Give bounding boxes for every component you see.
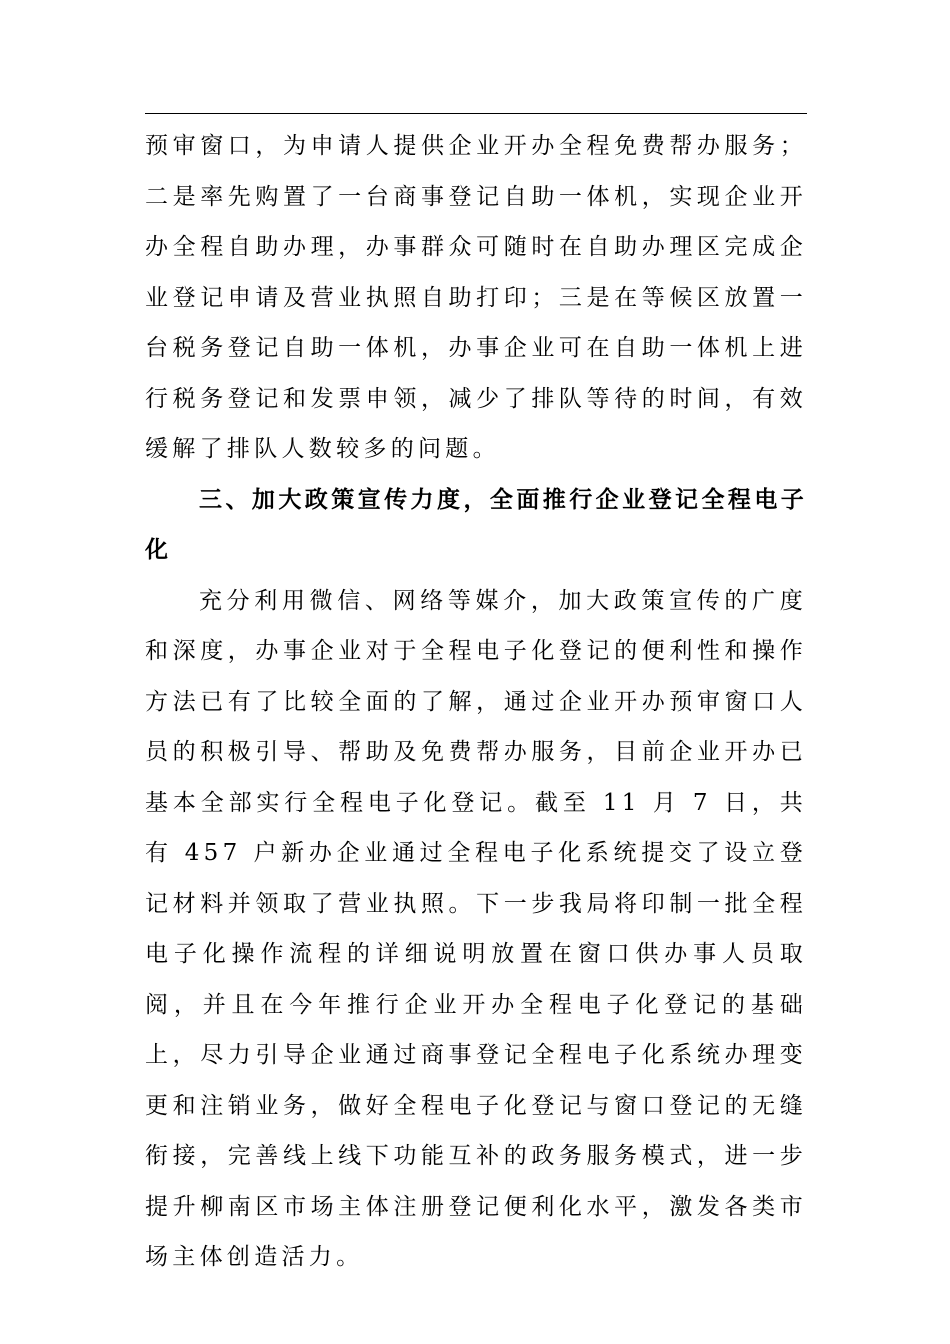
paragraph-continuation: 预审窗口，为申请人提供企业开办全程免费帮办服务；二是率先购置了一台商事登记自助一体机，实现企业开办全程自助办理，办事群众可随时在自助办理区完成企业登记申请及营业执照自助打印；三是在等候区放置一台税务登记自助一体机，办事企业可在自助一体机上进行税务登记和发票申领，减少了排队等待的时间，有效缓解了排队人数较多的问题。 <box>145 133 807 462</box>
header-rule <box>145 113 807 114</box>
section-heading: 三、加大政策宣传力度，全面推行企业登记全程电子化 <box>145 486 807 563</box>
paragraph-body: 充分利用微信、网络等媒介，加大政策宣传的广度和深度，办事企业对于全程电子化登记的便利性和操作方法已有了比较全面的了解，通过企业开办预审窗口人员的积极引导、帮助及免费帮办服务，目前企业开办已基本全部实行全程电子化登记。截至 11 月 7 日，共有 457 户新办企业通过全程电子化系统提交了设立登记材料并领取了营业执照。下一步我局将印制一批全程电子化操作流程的详细说明放置在窗口供办事人员取阅，并且在今年推行企业开办全程电子化登记的基础上，尽力引导企业通过商事登记全程电子化系统办理变更和注销业务，做好全程电子化登记与窗口登记的无缝衔接，完善线上线下功能互补的政务服务模式，进一步提升柳南区市场主体注册登记便利化水平，激发各类市场主体创造活力。 <box>145 587 807 1270</box>
document-body <box>145 121 807 1283</box>
